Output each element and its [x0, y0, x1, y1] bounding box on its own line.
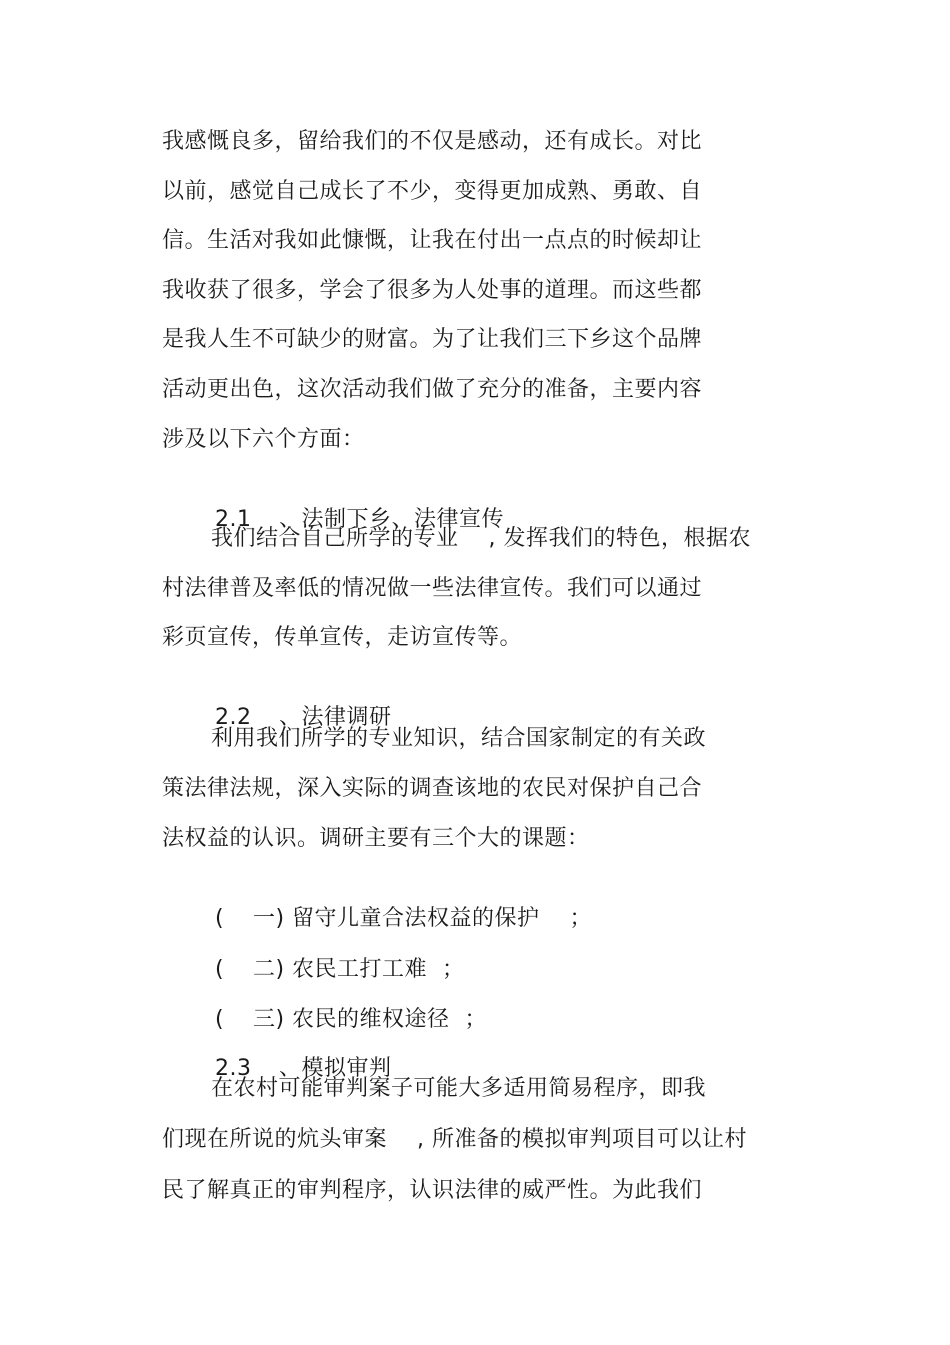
section-number: 2.3	[214, 1056, 252, 1081]
body-line: 民了解真正的审判程序，认识法律的威严性。为此我们	[162, 1178, 703, 1203]
section-title: 、法制下乡、法律宣传	[278, 507, 504, 532]
section-number: 2.1	[214, 507, 252, 532]
body-line: 法权益的认识。调研主要有三个大的课题：	[162, 826, 590, 851]
section-title: 、模拟审判	[278, 1056, 392, 1081]
body-line: 们现在所说的炕头审案 , 所准备的模拟审判项目可以让村	[162, 1127, 747, 1152]
body-line: 以前，感觉自己成长了不少，变得更加成熟、勇敢、自	[162, 179, 703, 204]
body-line: 是我人生不可缺少的财富。为了让我们三下乡这个品牌	[162, 327, 703, 352]
topic-open-paren: (	[214, 1007, 225, 1032]
body-line: 信。生活对我如此慷慨，让我在付出一点点的时候却让	[162, 228, 703, 253]
topic-text: 三) 农民的维权途径 ；	[252, 1007, 488, 1032]
body-line: 彩页宣传，传单宣传，走访宣传等。	[162, 625, 523, 650]
section-number: 2.2	[214, 705, 252, 730]
body-line: 我感慨良多，留给我们的不仅是感动，还有成长。对比	[162, 129, 703, 154]
body-line: 策法律法规，深入实际的调查该地的农民对保护自己合	[162, 776, 703, 801]
topic-text: 二) 农民工打工难 ；	[252, 957, 465, 982]
body-line: 我收获了很多，学会了很多为人处事的道理。而这些都	[162, 278, 703, 303]
body-line: 村法律普及率低的情况做一些法律宣传。我们可以通过	[162, 576, 703, 601]
topic-open-paren: (	[214, 957, 225, 982]
topic-text: 一) 留守儿童合法权益的保护 ；	[252, 906, 593, 931]
body-line: 我们结合自己所学的专业 , 发挥我们的特色，根据农	[211, 526, 751, 551]
body-line: 利用我们所学的专业知识，结合国家制定的有关政	[211, 726, 707, 751]
topic-open-paren: (	[214, 906, 225, 931]
body-line: 在农村可能审判案子可能大多适用简易程序，即我	[211, 1076, 707, 1101]
body-line: 活动更出色，这次活动我们做了充分的准备，主要内容	[162, 377, 703, 402]
section-title: 、法律调研	[278, 705, 392, 730]
body-line: 涉及以下六个方面：	[162, 427, 365, 452]
